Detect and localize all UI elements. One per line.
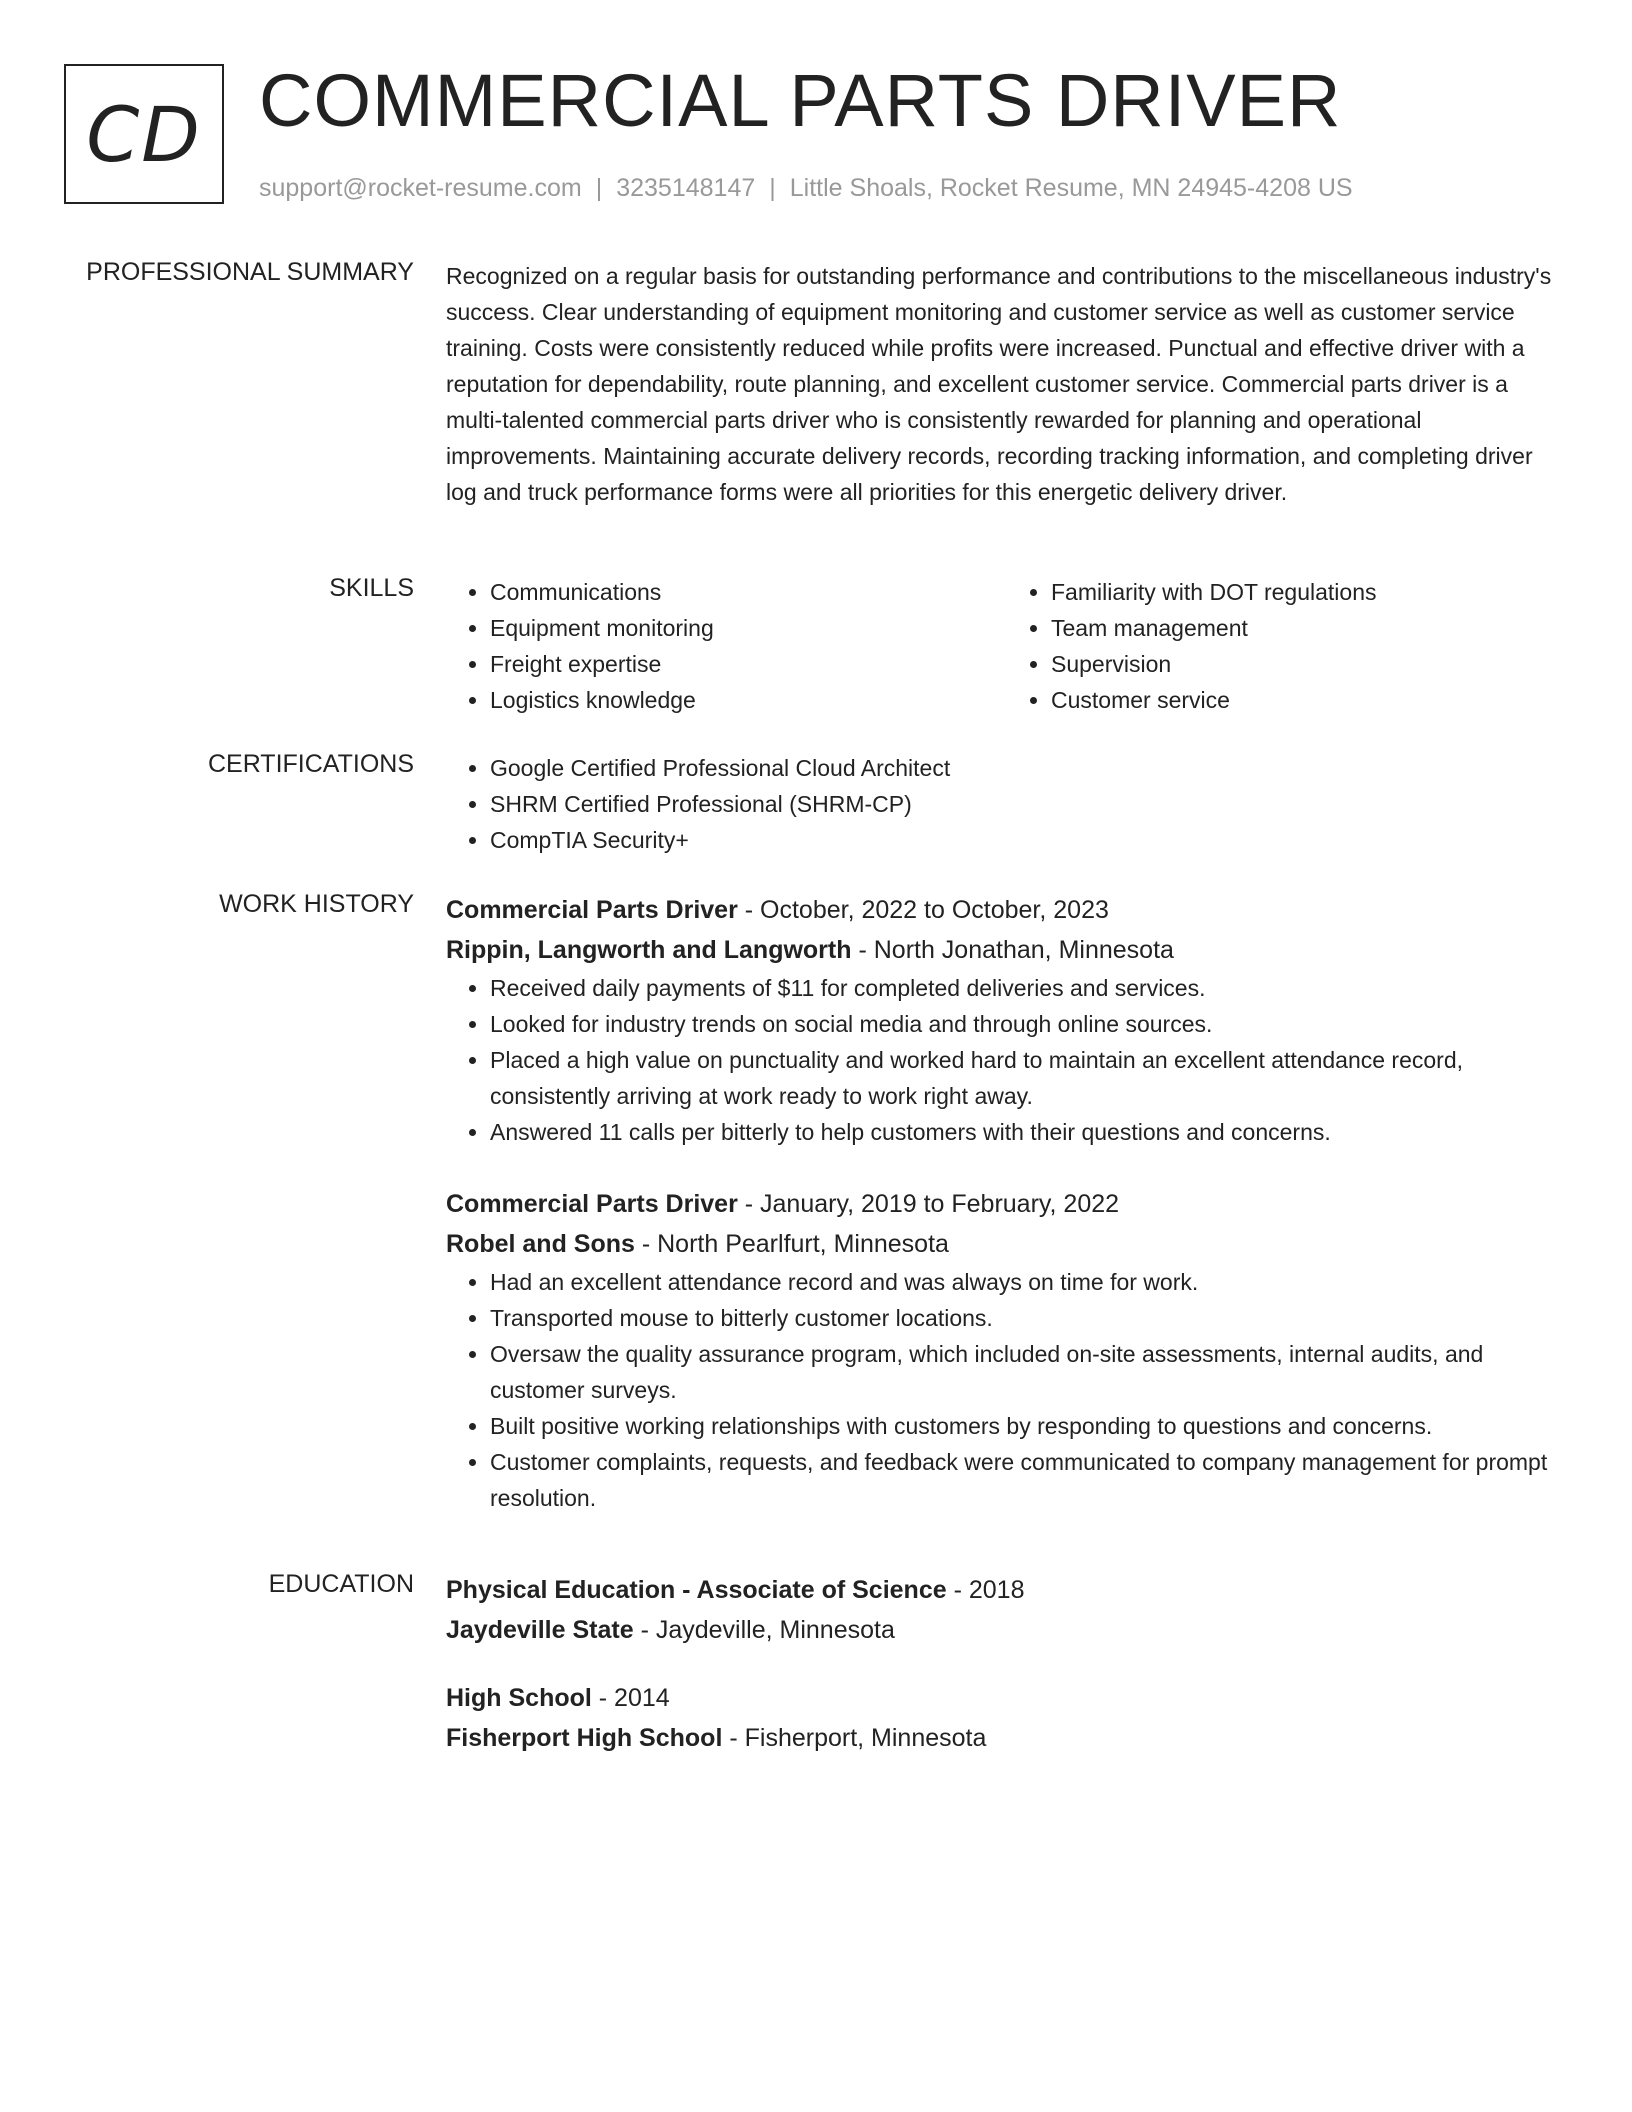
section-label-summary: PROFESSIONAL SUMMARY bbox=[86, 258, 414, 286]
certification-item: • SHRM Certified Professional (SHRM-CP) bbox=[490, 786, 1568, 822]
job-location: - North Jonathan, Minnesota bbox=[851, 936, 1174, 964]
skills-list-right bbox=[1007, 574, 1568, 718]
section-label-education: EDUCATION bbox=[268, 1570, 414, 1598]
skill-item: • Logistics knowledge bbox=[490, 682, 1007, 718]
job-company: Robel and Sons bbox=[446, 1230, 635, 1258]
education-school: Fisherport High School bbox=[446, 1724, 723, 1752]
skills-columns bbox=[446, 574, 1568, 718]
summary-text: Recognized on a regular basis for outstanding performance and contributions to the miscellaneous industry's success. Clear understanding of equipment monitoring and customer service as well as customer service training. Costs were consistently reduced while profits were increased. Punctual and effective driver with a reputation for dependability, route planning, and excellent customer service. Commercial parts driver is a multi-talented commercial parts driver who is consistently rewarded for planning and operational improvements. Maintaining accurate delivery records, recording tracking information, and completing driver log and truck performance forms were all priorities for this energetic delivery driver. bbox=[446, 263, 1552, 505]
education-location: - Jaydeville, Minnesota bbox=[633, 1616, 895, 1644]
work-body bbox=[446, 890, 1568, 1550]
resume-name: COMMERCIAL PARTS DRIVER bbox=[259, 59, 1342, 142]
job-bullet: • Oversaw the quality assurance program, which included on-site assessments, internal audits, and customer surveys. bbox=[490, 1336, 1568, 1408]
section-label-work: WORK HISTORY bbox=[219, 890, 414, 918]
certification-item: • CompTIA Security+ bbox=[490, 822, 1568, 858]
job-location: - North Pearlfurt, Minnesota bbox=[634, 1230, 949, 1258]
education-year: - 2014 bbox=[591, 1684, 670, 1712]
job-company-line bbox=[446, 1224, 1568, 1264]
education-degree: Physical Education - Associate of Science bbox=[446, 1576, 947, 1604]
section-label-skills: SKILLS bbox=[329, 574, 414, 602]
contact-address: Little Shoals, Rocket Resume, MN 24945-4208 US bbox=[789, 174, 1353, 202]
education-school-line bbox=[446, 1718, 1568, 1758]
job-bullet: • Had an excellent attendance record and was always on time for work. bbox=[490, 1264, 1568, 1300]
job-entry bbox=[446, 1184, 1568, 1516]
education-school-line bbox=[446, 1610, 1568, 1650]
job-company: Rippin, Langworth and Langworth bbox=[446, 936, 852, 964]
skill-item: • Equipment monitoring bbox=[490, 610, 1007, 646]
education-entry bbox=[446, 1678, 1568, 1758]
job-bullet: • Transported mouse to bitterly customer locations. bbox=[490, 1300, 1568, 1336]
certification-item: • Google Certified Professional Cloud Architect bbox=[490, 750, 1568, 786]
job-dates: - January, 2019 to February, 2022 bbox=[737, 1190, 1120, 1218]
contact-separator: | bbox=[595, 174, 603, 202]
education-body bbox=[446, 1570, 1568, 1786]
skill-item: • Supervision bbox=[1051, 646, 1568, 682]
section-label-certifications: CERTIFICATIONS bbox=[207, 750, 414, 778]
job-title-line bbox=[446, 1184, 1568, 1224]
skills-list-left bbox=[446, 574, 1007, 718]
job-title-line bbox=[446, 890, 1568, 930]
education-entry bbox=[446, 1570, 1568, 1650]
certifications-body bbox=[446, 750, 1568, 858]
job-title: Commercial Parts Driver bbox=[446, 896, 738, 924]
job-bullet: • Placed a high value on punctuality and worked hard to maintain an excellent attendance record, consistently arriving at work ready to work right away. bbox=[490, 1042, 1568, 1114]
job-entry bbox=[446, 890, 1568, 1150]
job-bullet: • Looked for industry trends on social media and through online sources. bbox=[490, 1006, 1568, 1042]
job-bullets bbox=[446, 1264, 1568, 1516]
contact-line bbox=[259, 174, 1353, 203]
monogram-badge: CD bbox=[64, 64, 224, 204]
education-location: - Fisherport, Minnesota bbox=[722, 1724, 987, 1752]
job-company-line bbox=[446, 930, 1568, 970]
contact-email: support@rocket-resume.com bbox=[259, 174, 582, 202]
job-dates: - October, 2022 to October, 2023 bbox=[737, 896, 1109, 924]
contact-phone: 3235148147 bbox=[616, 174, 756, 202]
job-bullets bbox=[446, 970, 1568, 1150]
job-bullet: • Answered 11 calls per bitterly to help customers with their questions and concerns. bbox=[490, 1114, 1568, 1150]
education-degree-line bbox=[446, 1570, 1568, 1610]
skill-item: • Familiarity with DOT regulations bbox=[1051, 574, 1568, 610]
resume-header bbox=[64, 59, 1568, 209]
education-degree-line bbox=[446, 1678, 1568, 1718]
skill-item: • Communications bbox=[490, 574, 1007, 610]
job-bullet: • Customer complaints, requests, and feedback were communicated to company management for prompt resolution. bbox=[490, 1444, 1568, 1516]
skill-item: • Freight expertise bbox=[490, 646, 1007, 682]
skill-item: • Team management bbox=[1051, 610, 1568, 646]
education-degree: High School bbox=[446, 1684, 592, 1712]
skill-item: • Customer service bbox=[1051, 682, 1568, 718]
job-bullet: • Received daily payments of $11 for completed deliveries and services. bbox=[490, 970, 1568, 1006]
contact-separator: | bbox=[769, 174, 776, 202]
job-title: Commercial Parts Driver bbox=[446, 1190, 738, 1218]
job-bullet: • Built positive working relationships with customers by responding to questions and concerns. bbox=[490, 1408, 1568, 1444]
certifications-list bbox=[446, 750, 1568, 858]
education-school: Jaydeville State bbox=[446, 1616, 634, 1644]
education-year: - 2018 bbox=[946, 1576, 1025, 1604]
